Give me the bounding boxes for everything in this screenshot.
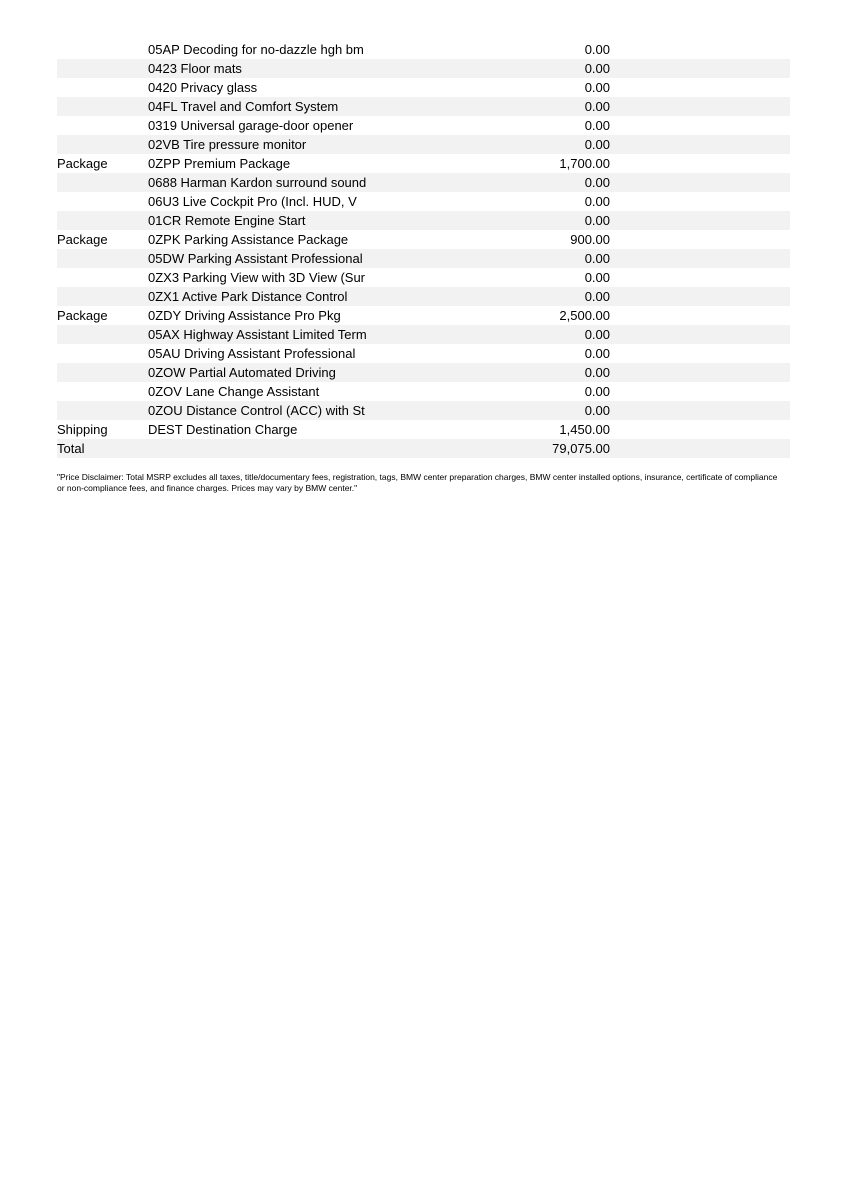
table-row: [57, 325, 790, 344]
price-disclaimer: "Price Disclaimer: Total MSRP excludes all taxes, title/documentary fees, registration, tags, BMW center preparation charges, BMW center installed options, insurance, certificate of compliance or non-compliance fees, and finance charges. Prices may vary by BMW center.": [57, 472, 778, 494]
row-category: [57, 116, 148, 135]
row-filler: [610, 287, 790, 306]
row-category: [57, 287, 148, 306]
row-filler: [610, 249, 790, 268]
table-row: [57, 268, 790, 287]
document-content: [0, 0, 848, 495]
row-category: [57, 40, 148, 59]
row-category: [57, 382, 148, 401]
row-description: 0423 Floor mats: [148, 59, 525, 78]
row-price: 0.00: [584, 346, 610, 361]
row-description: 0420 Privacy glass: [148, 80, 258, 95]
row-filler: [610, 401, 790, 420]
table-row: [57, 401, 790, 420]
row-filler: [610, 306, 790, 325]
row-filler: [610, 230, 790, 249]
row-description: DEST Destination Charge: [148, 422, 298, 437]
row-price: 0.00: [584, 384, 610, 399]
row-price: 0.00: [525, 325, 610, 344]
table-row: [57, 249, 790, 268]
row-description: 05AU Driving Assistant Professional: [148, 346, 356, 361]
row-price: 0.00: [584, 42, 610, 57]
row-filler: [610, 382, 790, 401]
row-description: 04FL Travel and Comfort System: [148, 97, 525, 116]
row-price: 2,500.00: [559, 308, 610, 323]
row-category: Package: [57, 308, 108, 323]
row-price: 0.00: [584, 270, 610, 285]
row-filler: [610, 40, 790, 59]
table-row: [57, 306, 790, 325]
row-filler: [610, 116, 790, 135]
row-price: 0.00: [525, 249, 610, 268]
row-category: [57, 401, 148, 420]
table-row: [57, 363, 790, 382]
row-filler: [610, 135, 790, 154]
row-category: Total: [57, 439, 148, 458]
row-description: 0ZPP Premium Package: [148, 156, 291, 171]
table-row: [57, 192, 790, 211]
row-category: [57, 344, 148, 363]
row-filler: [610, 154, 790, 173]
row-description: 0319 Universal garage-door opener: [148, 118, 354, 133]
row-price: 0.00: [584, 194, 610, 209]
row-description: 01CR Remote Engine Start: [148, 211, 525, 230]
row-filler: [610, 78, 790, 97]
row-category: Shipping: [57, 422, 108, 437]
table-row: [57, 211, 790, 230]
row-category: [57, 78, 148, 97]
row-description: 02VB Tire pressure monitor: [148, 135, 525, 154]
row-price: 1,450.00: [559, 422, 610, 437]
row-description: 0ZOU Distance Control (ACC) with St: [148, 401, 525, 420]
table-row: [57, 40, 790, 59]
row-filler: [610, 325, 790, 344]
row-price: 79,075.00: [525, 439, 610, 458]
row-description: 0ZOV Lane Change Assistant: [148, 384, 320, 399]
row-price: 0.00: [525, 97, 610, 116]
table-row: [57, 154, 790, 173]
row-price: 0.00: [525, 287, 610, 306]
row-description: 0ZOW Partial Automated Driving: [148, 363, 525, 382]
table-row: [57, 230, 790, 249]
row-price: 900.00: [570, 232, 610, 247]
row-description: 0688 Harman Kardon surround sound: [148, 173, 525, 192]
row-price: 0.00: [525, 363, 610, 382]
row-filler: [610, 420, 790, 439]
row-category: [57, 192, 148, 211]
row-category: [57, 325, 148, 344]
row-price: 0.00: [525, 211, 610, 230]
pricing-table-body: [57, 40, 790, 458]
row-description: 06U3 Live Cockpit Pro (Incl. HUD, V: [148, 194, 357, 209]
row-price: 0.00: [525, 59, 610, 78]
row-category: Package: [57, 156, 108, 171]
table-row: [57, 344, 790, 363]
table-row: [57, 420, 790, 439]
table-row: [57, 78, 790, 97]
row-category: [57, 268, 148, 287]
row-price: 0.00: [584, 80, 610, 95]
row-category: [57, 363, 148, 382]
row-price: 0.00: [525, 401, 610, 420]
table-row: [57, 116, 790, 135]
pricing-table: [57, 40, 790, 458]
row-price: 0.00: [525, 135, 610, 154]
row-description: 05AX Highway Assistant Limited Term: [148, 325, 525, 344]
row-filler: [610, 97, 790, 116]
table-row: [57, 287, 790, 306]
table-row: [57, 382, 790, 401]
row-description: 05AP Decoding for no-dazzle hgh bm: [148, 42, 364, 57]
row-filler: [610, 192, 790, 211]
row-category: [57, 59, 148, 78]
row-category: Package: [57, 232, 108, 247]
row-filler: [610, 268, 790, 287]
table-row: [57, 439, 790, 458]
row-filler: [610, 344, 790, 363]
row-filler: [610, 211, 790, 230]
table-row: [57, 135, 790, 154]
row-category: [57, 97, 148, 116]
row-filler: [610, 439, 790, 458]
row-filler: [610, 363, 790, 382]
row-category: [57, 211, 148, 230]
row-filler: [610, 173, 790, 192]
row-description: [148, 439, 525, 458]
row-price: 0.00: [525, 173, 610, 192]
row-category: [57, 135, 148, 154]
row-price: 0.00: [584, 118, 610, 133]
row-filler: [610, 59, 790, 78]
row-description: 0ZX3 Parking View with 3D View (Sur: [148, 270, 366, 285]
row-description: 0ZDY Driving Assistance Pro Pkg: [148, 308, 341, 323]
row-description: 0ZX1 Active Park Distance Control: [148, 287, 525, 306]
row-category: [57, 249, 148, 268]
row-description: 05DW Parking Assistant Professional: [148, 249, 525, 268]
row-category: [57, 173, 148, 192]
table-row: [57, 59, 790, 78]
row-description: 0ZPK Parking Assistance Package: [148, 232, 349, 247]
table-row: [57, 97, 790, 116]
table-row: [57, 173, 790, 192]
row-price: 1,700.00: [559, 156, 610, 171]
